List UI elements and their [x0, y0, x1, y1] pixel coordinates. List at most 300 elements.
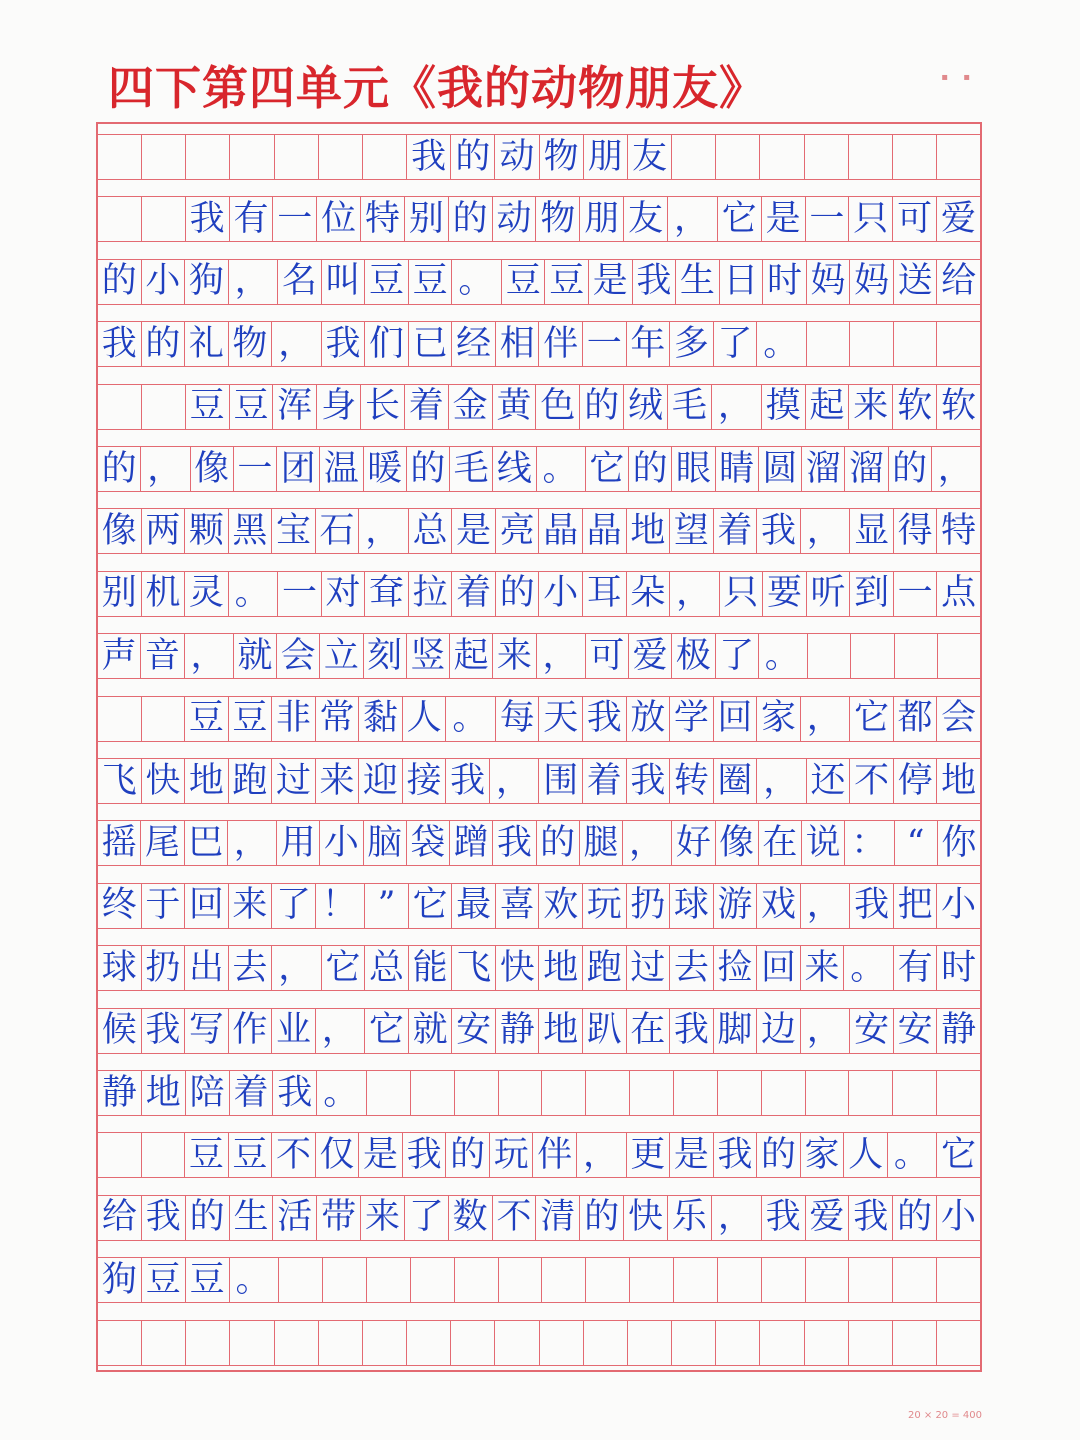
grid-cell: 豆 [228, 697, 272, 741]
grid-cell: 它 [717, 197, 761, 241]
grid-cell [98, 385, 141, 429]
grid-cell: 的 [495, 572, 539, 616]
grid-cell: 一 [893, 572, 937, 616]
grid-cell: 去 [669, 946, 713, 990]
grid-cell: 我 [582, 697, 626, 741]
grid-cell: 到 [849, 572, 893, 616]
grid-row [98, 1008, 980, 1054]
grid-cell: 快 [141, 759, 185, 803]
grid-cell: 妈 [849, 260, 893, 304]
grid-cell [583, 1321, 627, 1365]
grid-cell [805, 1071, 849, 1115]
grid-cell: 你 [937, 821, 980, 865]
grid-cell: ， [271, 322, 321, 366]
grid-cell: 不 [849, 759, 893, 803]
grid-cell: ， [622, 821, 671, 865]
grid-cell: 睛 [715, 447, 758, 491]
grid-cell: 我 [185, 197, 229, 241]
grid-cell: 安 [451, 1009, 495, 1053]
grid-cell: 来 [492, 634, 535, 678]
grid-cell: 安 [849, 1009, 893, 1053]
grid-cell [98, 697, 141, 741]
grid-cell: 着 [582, 759, 626, 803]
grid-cell: ， [489, 759, 539, 803]
grid-cell: 豆 [408, 260, 452, 304]
grid-cell: 跑 [228, 759, 272, 803]
grid-cell: 球 [101, 947, 137, 988]
grid-cell: 回 [756, 946, 800, 990]
grid-cell: 脚 [713, 1009, 757, 1053]
grid-cell: 的 [101, 261, 137, 302]
grid-cell: ！ [315, 884, 365, 928]
grid-cell: ： [844, 821, 893, 865]
grid-cell: 耷 [364, 572, 408, 616]
grid-cell: 都 [893, 697, 937, 741]
grid-cell: 的 [579, 1196, 623, 1240]
grid-cell: 我 [406, 135, 450, 179]
grid-cell: 玩 [489, 1133, 533, 1177]
grid-cell: 身 [316, 385, 360, 429]
grid-cell [141, 697, 185, 741]
grid-cell: 动 [492, 197, 536, 241]
grid-cell: 我 [713, 1133, 757, 1177]
grid-cell: 捡 [713, 946, 757, 990]
grid-cell: 地 [936, 759, 980, 803]
grid-cell: 石 [315, 509, 359, 553]
grid-row [98, 1195, 980, 1241]
grid-cell [229, 1321, 273, 1365]
grid-cell: 妈 [806, 260, 850, 304]
grid-cell: 数 [448, 1196, 492, 1240]
grid-cell: 扔 [141, 946, 185, 990]
grid-cell: 友 [623, 197, 667, 241]
grid-cell [936, 1071, 980, 1115]
grid-cell [98, 197, 141, 241]
grid-row [98, 1257, 980, 1303]
grid-cell: 摸 [761, 385, 805, 429]
grid-cell: 软 [892, 385, 936, 429]
grid-cell [274, 135, 318, 179]
grid-cell: 溜 [844, 447, 887, 491]
grid-cell: 。 [228, 572, 278, 616]
grid-cell: 。 [758, 634, 807, 678]
grid-cell: ， [669, 572, 719, 616]
grid-cell [848, 1258, 892, 1302]
grid-cell [806, 322, 850, 366]
grid-cell [715, 1321, 759, 1365]
grid-cell: 接 [402, 759, 446, 803]
grid-cell [671, 135, 715, 179]
grid-cell: 的 [579, 385, 623, 429]
grid-cell [893, 322, 937, 366]
grid-cell: 是 [358, 1133, 402, 1177]
grid-cell: 可 [892, 197, 936, 241]
grid-cell: 像 [190, 447, 233, 491]
grid-cell: 别 [101, 573, 137, 614]
grid-cell: 我 [101, 323, 137, 364]
grid-cell: ， [271, 946, 321, 990]
grid-cell: 的 [892, 1196, 936, 1240]
grid-cell: 送 [893, 260, 937, 304]
grid-cell [450, 1321, 494, 1365]
grid-cell: ， [800, 697, 850, 741]
grid-cell [454, 1071, 498, 1115]
grid-cell: 过 [626, 946, 670, 990]
grid-cell: 我 [756, 509, 800, 553]
grid-cell: 豆 [141, 1258, 185, 1302]
grid-cell: 时 [762, 260, 806, 304]
grid-row [98, 321, 980, 367]
grid-cell: 写 [184, 1009, 228, 1053]
grid-cell: 回 [713, 697, 757, 741]
grid-cell: 我 [632, 260, 676, 304]
grid-cell: 的 [101, 448, 137, 489]
grid-cell: 好 [671, 821, 714, 865]
grid-cell [629, 1071, 673, 1115]
grid-cell [362, 1321, 406, 1365]
grid-cell: 豆 [228, 1133, 272, 1177]
grid-cell: ， [184, 634, 233, 678]
grid-cell: 溜 [801, 447, 844, 491]
grid-cell: 日 [719, 260, 763, 304]
grid-cell [627, 1321, 671, 1365]
grid-cell [671, 1321, 715, 1365]
grid-cell [278, 1258, 322, 1302]
grid-cell: 像 [101, 510, 137, 551]
grid-cell: 听 [806, 572, 850, 616]
grid-cell: 地 [538, 946, 582, 990]
grid-cell: 的 [406, 447, 449, 491]
grid-cell: 毛 [667, 385, 711, 429]
grid-cell: 眼 [671, 447, 714, 491]
grid-row [98, 696, 980, 742]
grid-cell: 跑 [582, 946, 626, 990]
grid-cell: 过 [271, 759, 315, 803]
grid-cell: 金 [448, 385, 492, 429]
grid-cell: 边 [756, 1009, 800, 1053]
grid-cell [406, 1321, 450, 1365]
grid-cell [185, 135, 229, 179]
grid-cell: 爱 [628, 634, 671, 678]
grid-cell: 要 [762, 572, 806, 616]
grid-cell: 业 [271, 1009, 315, 1053]
grid-cell: 可 [585, 634, 628, 678]
grid-cell: 把 [893, 884, 937, 928]
grid-cell: 相 [495, 322, 539, 366]
grid-cell [936, 1258, 980, 1302]
grid-cell: 。 [316, 1071, 366, 1115]
grid-cell: 摇 [101, 822, 137, 863]
grid-cell: 静 [101, 1072, 137, 1113]
grid-row [98, 633, 980, 679]
grid-cell: 我 [321, 322, 365, 366]
grid-cell: 地 [141, 1071, 185, 1115]
grid-cell: 着 [713, 509, 757, 553]
grid-cell: 朵 [626, 572, 670, 616]
grid-cell: 有 [229, 197, 273, 241]
grid-cell: 着 [451, 572, 495, 616]
grid-row [98, 134, 980, 180]
grid-cell [141, 135, 185, 179]
grid-cell: 经 [451, 322, 495, 366]
grid-cell: 起 [449, 634, 492, 678]
grid-cell: 趴 [582, 1009, 626, 1053]
grid-cell [850, 634, 893, 678]
grid-cell: 们 [364, 322, 408, 366]
grid-cell: 腿 [579, 821, 622, 865]
grid-cell [585, 1258, 629, 1302]
grid-cell: 作 [228, 1009, 272, 1053]
grid-cell: 了 [713, 322, 757, 366]
grid-cell: 我 [492, 821, 535, 865]
grid-cell [849, 322, 893, 366]
grid-cell: 还 [806, 759, 850, 803]
grid-cell: 来 [800, 946, 844, 990]
grid-cell: 总 [364, 946, 408, 990]
grid-cell: ， [228, 260, 278, 304]
grid-cell: 对 [321, 572, 365, 616]
grid-cell: 豆 [185, 1258, 229, 1302]
grid-cell: 年 [626, 322, 670, 366]
grid-cell: ， [667, 197, 717, 241]
grid-cell: 豆 [544, 260, 588, 304]
grid-cell: 叫 [321, 260, 365, 304]
grid-cell: 来 [315, 759, 359, 803]
grid-cell: 豆 [364, 260, 408, 304]
grid-cell: 它 [585, 447, 628, 491]
grid-cell [322, 1258, 366, 1302]
grid-cell: 耳 [582, 572, 626, 616]
grid-cell [936, 135, 980, 179]
grid-cell: 学 [669, 697, 713, 741]
grid-cell: 。 [445, 697, 495, 741]
grid-cell [804, 135, 848, 179]
grid-cell: 色 [535, 385, 579, 429]
grid-cell: 在 [758, 821, 801, 865]
grid-cell: ， [315, 1009, 365, 1053]
grid-cell: 说 [801, 821, 844, 865]
grid-cell: 球 [669, 884, 713, 928]
grid-cell: 。 [451, 260, 501, 304]
grid-cell: 有 [893, 946, 937, 990]
grid-cell [185, 1321, 229, 1365]
grid-cell: 晶 [582, 509, 626, 553]
grid-cell [759, 1321, 803, 1365]
grid-cell: 刻 [363, 634, 406, 678]
grid-cell: 狗 [184, 260, 228, 304]
grid-cell: 静 [495, 1009, 539, 1053]
grid-cell: 回 [184, 884, 228, 928]
grid-row [98, 820, 980, 866]
grid-cell: 像 [715, 821, 758, 865]
grid-cell: 豆 [184, 697, 228, 741]
grid-cell [585, 1071, 629, 1115]
grid-cell: 圆 [758, 447, 801, 491]
grid-cell: 总 [408, 509, 452, 553]
grid-cell: 扔 [626, 884, 670, 928]
grid-cell: 黑 [228, 509, 272, 553]
grid-row [98, 1070, 980, 1116]
grid-cell: 给 [101, 1197, 137, 1238]
grid-cell: 我 [402, 1133, 446, 1177]
grid-cell: 更 [626, 1133, 670, 1177]
grid-cell [848, 1071, 892, 1115]
grid-cell: 一 [277, 572, 321, 616]
grid-cell: 。 [756, 322, 806, 366]
grid-cell [362, 135, 406, 179]
grid-cell: 就 [408, 1009, 452, 1053]
grid-cell: 得 [893, 509, 937, 553]
grid-cell: 的 [185, 1196, 229, 1240]
grid-cell: 物 [228, 322, 272, 366]
grid-cell: 出 [184, 946, 228, 990]
grid-cell: 了 [404, 1196, 448, 1240]
grid-cell [274, 1321, 318, 1365]
grid-cell: 点 [936, 572, 980, 616]
grid-cell: 的 [445, 1133, 489, 1177]
grid-cell: 它 [321, 946, 365, 990]
grid-cell: 立 [319, 634, 362, 678]
grid-cell: 只 [719, 572, 763, 616]
grid-cell: 着 [229, 1071, 273, 1115]
grid-cell: 脑 [363, 821, 406, 865]
grid-row [98, 259, 980, 305]
grid-cell: 亮 [495, 509, 539, 553]
grid-cell: 黄 [492, 385, 536, 429]
grid-cell: 围 [538, 759, 582, 803]
grid-cell: 欢 [538, 884, 582, 928]
grid-cell [141, 197, 185, 241]
grid-cell: 一 [272, 197, 316, 241]
grid-cell: 我 [669, 1009, 713, 1053]
grid-cell: 豆 [184, 1133, 228, 1177]
grid-cell: 竖 [406, 634, 449, 678]
grid-cell: 小 [936, 884, 980, 928]
grid-cell: 会 [276, 634, 319, 678]
grid-cell: ， [536, 634, 585, 678]
grid-cell: 我 [141, 1196, 185, 1240]
grid-cell: 放 [626, 697, 670, 741]
grid-cell [804, 1321, 848, 1365]
grid-cell [894, 634, 937, 678]
grid-row [98, 945, 980, 991]
grid-cell: ， [711, 385, 761, 429]
grid-cell: 快 [623, 1196, 667, 1240]
grid-cell: 暖 [363, 447, 406, 491]
grid-cell: 来 [848, 385, 892, 429]
grid-cell: 人 [402, 697, 446, 741]
grid-cell: 。 [887, 1133, 937, 1177]
grid-cell: 玩 [582, 884, 626, 928]
grid-cell: 天 [538, 697, 582, 741]
grid-cell: 蹭 [449, 821, 492, 865]
grid-cell: ， [358, 509, 408, 553]
grid-cell: ， [800, 884, 850, 928]
grid-cell: 最 [451, 884, 495, 928]
grid-cell [805, 1258, 849, 1302]
grid-cell: 每 [495, 697, 539, 741]
grid-row [98, 508, 980, 554]
grid-cell: 特 [936, 509, 980, 553]
grid-cell: 不 [492, 1196, 536, 1240]
grid-cell: 飞 [101, 760, 137, 801]
grid-cell: 浑 [272, 385, 316, 429]
grid-cell: ， [800, 1009, 850, 1053]
grid-row [98, 758, 980, 804]
grid-row [98, 571, 980, 617]
grid-cell: 团 [276, 447, 319, 491]
grid-cell: ， [711, 1196, 761, 1240]
grid-cell: 它 [849, 697, 893, 741]
grid-cell: 它 [936, 1133, 980, 1177]
grid-cell: ， [576, 1133, 626, 1177]
grid-cell: 仅 [315, 1133, 359, 1177]
grid-cell: 非 [271, 697, 315, 741]
grid-cell: 的 [141, 322, 185, 366]
grid-cell: 只 [848, 197, 892, 241]
grid-cell: 狗 [101, 1259, 137, 1300]
grid-cell: 的 [628, 447, 671, 491]
grid-cell: 家 [800, 1133, 844, 1177]
grid-cell: 不 [271, 1133, 315, 1177]
grid-cell: 时 [936, 946, 980, 990]
grid-cell: 飞 [451, 946, 495, 990]
grid-cell [98, 1133, 141, 1177]
grid-row [98, 1132, 980, 1178]
grid-cell: 去 [228, 946, 272, 990]
grid-cell: 温 [319, 447, 362, 491]
grid-cell: ， [140, 447, 189, 491]
grid-cell: 小 [538, 572, 582, 616]
grid-cell [98, 1321, 141, 1365]
grid-cell: ， [756, 759, 806, 803]
grid-cell: 来 [228, 884, 272, 928]
grid-cell: 豆 [501, 260, 545, 304]
grid-cell [807, 634, 850, 678]
grid-cell: 一 [805, 197, 849, 241]
grid-cell: 家 [756, 697, 800, 741]
grid-cell: 灵 [184, 572, 228, 616]
grid-cell: 朋 [583, 135, 627, 179]
grid-cell: 显 [849, 509, 893, 553]
grid-cell: 爱 [805, 1196, 849, 1240]
grid-cell: 来 [360, 1196, 404, 1240]
grid-cell: 我 [141, 1009, 185, 1053]
grid-cell: 声 [101, 635, 137, 676]
grid-cell: 地 [184, 759, 228, 803]
grid-cell [539, 1321, 583, 1365]
grid-cell: ， [227, 821, 276, 865]
grid-cell: 是 [588, 260, 632, 304]
grid-cell: 位 [316, 197, 360, 241]
grid-cell [141, 385, 185, 429]
grid-count-footer: 20 × 20 = 400 [907, 1410, 982, 1421]
grid-cell: 机 [141, 572, 185, 616]
grid-row [98, 384, 980, 430]
grid-cell: 颗 [184, 509, 228, 553]
grid-cell: 我 [761, 1196, 805, 1240]
grid-cell: 动 [494, 135, 538, 179]
grid-cell: 极 [671, 634, 714, 678]
grid-cell: 伴 [538, 322, 582, 366]
grid-cell: 晶 [538, 509, 582, 553]
grid-cell: 小 [936, 1196, 980, 1240]
grid-cell: 着 [404, 385, 448, 429]
grid-cell: 多 [669, 322, 713, 366]
grid-cell: 一 [233, 447, 276, 491]
grid-cell: 带 [316, 1196, 360, 1240]
grid-cell: 巴 [184, 821, 227, 865]
